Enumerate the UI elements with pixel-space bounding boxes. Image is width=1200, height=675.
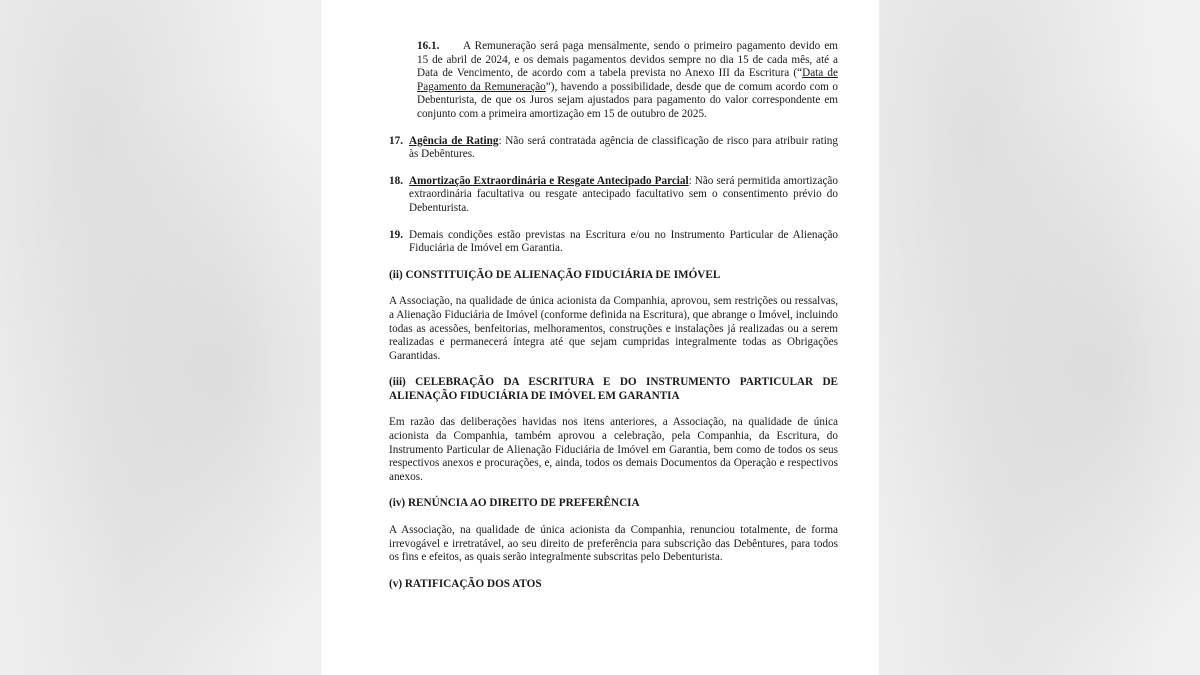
clause-19-number: 19. [389,228,403,241]
clause-18-number: 18. [389,174,403,187]
clause-16-1-text-post: ”), havendo a possibilidade, desde que de comum acordo com o Debenturista, de que os Juros sejam ajustados para pagamento do valor correspondente em conjunto com a primeira amortização em 15 de outubro de 2025. [417,80,838,120]
clause-16-1-text-pre: A Remuneração será paga mensalmente, sendo o primeiro pagamento devido em 15 de abril de 2024, e os demais pagamentos devidos sempre no dia 15 de cada mês, até a Data de Vencimento, de acordo com a tabela prevista no Anexo III da Escritura (“ [417,40,838,80]
clause-18-text: : Não será permitida amortização extraordinária facultativa ou resgate antecipado facultativo sem o consentimento prévio do Debenturista. [409,174,838,214]
clause-16-1-defined-term: Data de Pagamento da Remuneração [417,67,838,93]
clause-17-number: 17. [389,134,403,147]
blurred-background-left [0,0,320,675]
clause-19 [389,229,838,256]
section-iii-paragraph: Em razão das deliberações havidas nos itens anteriores, a Associação, na qualidade de única acionista da Companhia, também aprovou a celebração, pela Companhia, da Escritura, do Instrumento Particular de Alienação Fiduciária de Imóvel em Garantia, bem como de todos os seus respectivos anexos e procurações, e, ainda, todos os demais Documentos da Operação e respectivos anexos. [389,416,838,483]
clause-18-title: Amortização Extraordinária e Resgate Antecipado Parcial [409,174,689,187]
section-iv-paragraph: A Associação, na qualidade de única acionista da Companhia, renunciou totalmente, de forma irrevogável e irretratável, ao seu direito de preferência para subscrição das Debêntures, para todos os fins e efeitos, as quais serão integralmente subscritas pelo Debenturista. [389,524,838,564]
blurred-background-right [880,0,1200,675]
clause-19-body: Demais condições estão previstas na Escritura e/ou no Instrumento Particular de Alienação Fiduciária de Imóvel em Garantia. [409,228,838,255]
section-iii-heading: (iii) CELEBRAÇÃO DA ESCRITURA E DO INSTRUMENTO PARTICULAR DE ALIENAÇÃO FIDUCIÁRIA DE IMÓVEL EM GARANTIA [389,376,838,402]
clause-17-text: : Não será contratada agência de classificação de risco para atribuir rating às Debêntures. [409,134,838,161]
clause-17-title: Agência de Rating [409,134,499,147]
clause-17 [389,135,838,162]
clause-16-1-number: 16.1. [417,40,440,52]
section-ii-heading: (ii) CONSTITUIÇÃO DE ALIENAÇÃO FIDUCIÁRIA DE IMÓVEL [389,268,721,281]
section-ii-paragraph: A Associação, na qualidade de única acionista da Companhia, aprovou, sem restrições ou ressalvas, a Alienação Fiduciária de Imóvel (conforme definida na Escritura), que abrange o Imóvel, incluindo todas as acessões, benfeitorias, melhoramentos, construções e instalações já realizadas ou a serem realizadas e permanecerá íntegra até que sejam cumpridas integralmente todas as Obrigações Garantidas. [389,295,838,362]
clause-18-body [409,175,838,216]
clause-17-body [409,135,838,162]
section-iv-heading: (iv) RENÚNCIA AO DIREITO DE PREFERÊNCIA [389,497,640,510]
section-v-heading: (v) RATIFICAÇÃO DOS ATOS [389,577,542,590]
document-page [321,0,879,675]
clause-16-1 [389,40,838,122]
clause-18 [389,175,838,216]
